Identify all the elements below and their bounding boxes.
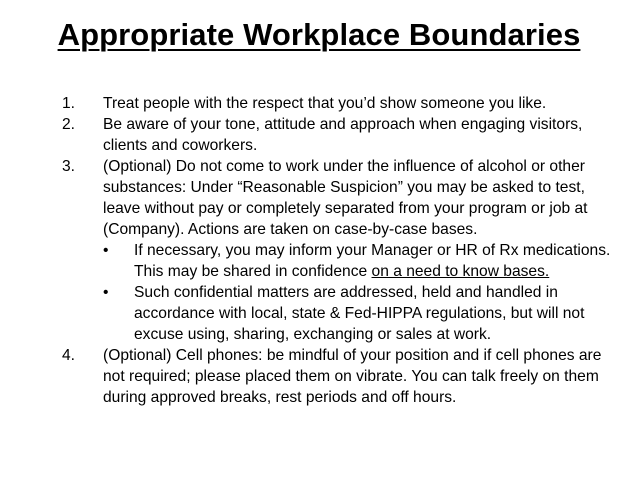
boundaries-list (62, 93, 622, 408)
item-text: (Optional) Do not come to work under the influence of alcohol or other substances: Under “Reasonable Suspicion” you may be asked to test, leave without pay or completely separated from your program or job at (Company). Actions are taken on case-by-case bases. (103, 158, 588, 238)
list-item-1 (62, 93, 622, 114)
list-item-4 (62, 345, 622, 408)
item-number: 4. (62, 347, 76, 364)
list-item-3 (62, 156, 622, 345)
item-text: Be aware of your tone, attitude and approach when engaging visitors, clients and coworkers. (103, 116, 583, 154)
sub-item-1 (62, 240, 622, 282)
sub-item-text: Such confidential matters are addressed, held and handled in accordance with local, state & Fed-HIPPA regulations, but will not excuse using, sharing, exchanging or sales at work. (134, 284, 585, 343)
bullet-icon: • (103, 284, 109, 301)
item-number: 3. (62, 158, 76, 175)
item-number: 2. (62, 116, 76, 133)
sub-item-2 (62, 282, 622, 345)
list-item-2 (62, 114, 622, 156)
item-text: Treat people with the respect that you’d show someone you like. (103, 95, 547, 112)
sub-item-text: If necessary, you may inform your Manager or HR of Rx medications. This may be shared in confidence (134, 242, 611, 280)
sub-item-underlined-text: on a need to know bases. (371, 263, 550, 280)
item-number: 1. (62, 95, 76, 112)
bullet-icon: • (103, 242, 109, 259)
item-text: (Optional) Cell phones: be mindful of your position and if cell phones are not required; please placed them on vibrate. You can talk freely on them during approved breaks, rest periods and off hours. (103, 347, 602, 406)
slide-title: Appropriate Workplace Boundaries (57, 17, 581, 52)
